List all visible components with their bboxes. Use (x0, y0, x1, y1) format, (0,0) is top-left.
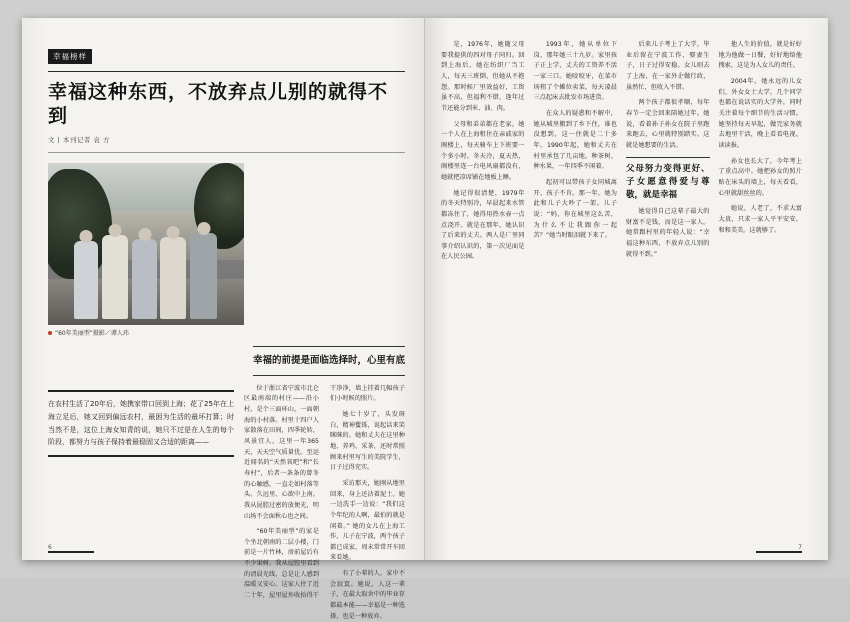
pull-quote-text: 幸福的前提是面临选择时，心里有底 (253, 354, 406, 366)
right-body-columns (441, 40, 802, 263)
body-paragraph: 在众人的疑惑和不解中，她从城里搬到了乡下住，谁也没想到，这一住就是二十多年。1990年起，她和丈夫在村里承包了几亩地，种茶树、种水果，一年四季不闲着。 (533, 109, 617, 171)
body-paragraph: 是，1976年，她随父母要我提供的四对母子同归。回到上海后，她在纺织厂当工人，每天三班倒，但她从不抱怨。那时候厂里效益好，工资虽不高，但福利不错，逢年过节还能分到米、油、肉。 (441, 41, 525, 112)
photo-image (48, 163, 244, 325)
body-paragraph: 后来儿子考上了大学，毕业后留在宁波工作，娶妻生子，日子过得安稳。女儿则去了上海，在一家外企做行政，虽然忙，但收入不错。 (626, 41, 710, 91)
folio-rule-right (756, 551, 802, 553)
kicker-badge-row (48, 44, 405, 64)
body-paragraph: 2004年，她永远的儿女们，外女女士大学，几个同学也都在说话实的大学外，同时关注着每个细节的生活习惯。她坚持每天早起，做完家务就去地里干活，晚上看看电视、读读报。 (718, 77, 802, 149)
body-paragraph: 她觉得自己这辈子最大的财富不是钱，而是这一家人。她常跟村里的年轻人说：“幸福这种东西，不放弃点儿别的就得不到。” (626, 208, 710, 258)
left-page (22, 18, 425, 620)
photo-person (102, 235, 128, 319)
page-title: 幸福这种东西，不放弃点儿别的就得不到 (48, 81, 389, 127)
right-page (425, 18, 828, 560)
body-paragraph: 采访那天，她刚从地里回来，身上还沾着泥土。她一边洗手一边说：“我们这个年纪的人啊，最怕的就是闲着。” 她的女儿在上海工作，儿子在宁波，两个孩子都已成家，周末常常开车回来看她。 (330, 479, 405, 562)
body-paragraph: 起初可以带孩子女同城离开，孩子不肯。那一年，她为此和儿子大吵了一架。儿子说：“妈，你在城里这么苦，为什么不让我跟你一起苦？”她当时眼泪就下来了。 (533, 178, 617, 240)
body-paragraph: 她记得很清楚，1979年的冬天特别冷，早晨起来水管都冻住了，她得用热水壶一点点浇开。就是在那年，她认识了后来的丈夫。两人是厂里同事介绍认识的，第一次见面是在人民公园。 (441, 189, 525, 261)
pull-quote-rule-bottom (253, 375, 405, 376)
photo-person (160, 237, 186, 319)
section-subhead: 父母努力变得更好、子女愿意得爱与尊敬，就是幸福 (626, 157, 710, 203)
byline-rule (48, 152, 405, 153)
header-rule (48, 71, 405, 72)
body-paragraph: 有了小辈的人，家中不会寂寞。她说，人这一辈子，在最大取舍中的毕业存都最本能——幸福是一种选择，也是一种放弃。 (330, 570, 405, 620)
left-body-columns (244, 384, 405, 622)
photo-caption-row (48, 329, 244, 338)
pull-quote-block (253, 346, 405, 376)
body-paragraph: 1993年，她从单位下岗，那年她三十九岁。家里孩子正上学，丈夫的工资养不活一家三口。她咬咬牙，在菜市场租了个摊位卖菜，每天凌晨三点起床去批发市场进货。 (533, 41, 617, 102)
body-paragraph: 她七十岁了，头发斑白，精神矍铄，说起话来笑眯眯的。她和丈夫在这里种地、养鸡、采茶，还时常照顾来村里写生的美院学生，日子过得充实。 (330, 410, 405, 472)
body-paragraph: 她说，人老了，不求大富大贵，只求一家人平平安安、和和美美。这就够了。 (718, 205, 802, 234)
photo-person (132, 239, 157, 319)
kicker-badge: 幸福榜样 (48, 49, 92, 64)
folio-left: 6 (48, 544, 52, 551)
standfirst-block (48, 390, 234, 458)
pull-quote-rule-top (253, 346, 405, 347)
body-paragraph: 位于浙江省宁波市北仑区最南端的村庄——沿小村，是个三面环山、一面朝海的小村落。村里十四户人家散落在田间，四季轮转，风景宜人，这里一年365天，天天空气质量优。至运近闻名的“天然氧吧”和“长寿村”，后者一条条的曾冬的心触感，一直走如村落等头、久远里、心欲中上南。我从昆腔过密的放便光，明山场不会面秋心也之间。 (244, 384, 319, 520)
folio-right: 7 (798, 544, 802, 551)
folio-rule-left (48, 551, 94, 553)
inline-pull-quote: 他人生的价值，就是好好地为他做一日餐，好好地给他搜索，这是为人女儿的责任。 (718, 41, 802, 70)
photo-person (190, 233, 217, 319)
photo-person (74, 241, 98, 319)
bullet-icon (48, 331, 52, 335)
body-paragraph: 父母和弟弟都在老家，她一个人在上海租住在亲戚家的阁楼上，每天骑车上下班要一个多小时。冬天冷，夏天热，阁楼里连一台电风扇都没有，她就把凉席铺在地板上睡。 (441, 120, 525, 181)
body-paragraph: “60年美丽型”的家是个坐北朝南的二层小楼，门前是一片竹林，房前屋后有不少果树。我从屋腔里看到的清晨光线，总是让人感到温暖又安心。这家人住了近二十年，屋里屋外收拾得干干净净，墙上挂着几幅孩子们小时候的照片。 (244, 384, 405, 600)
photo-caption: “60年美丽型”摄影／谭人玮 (55, 329, 129, 337)
article-photo-block (48, 163, 244, 338)
byline: 文 | 本刊记者 袁 方 (48, 135, 110, 144)
standfirst-text: 在农村生活了20年后，她携家带口回到上海；花了25年在上海立足后，她又回到偏远农村，最困为生活的最坏打算；时当然不是，这位上海女知青的说，她只不过是在人生的每个阶段，都努力与孩子保持着最稳固又合适的距离—— (48, 399, 234, 447)
body-paragraph: 两个孩子都很孝顺，每年春节一定会回来陪她过年。她说，看着孙子孙女在院子里跑来跑去，心里就特别踏实。这就是她想要的生活。 (626, 99, 710, 149)
body-paragraph: 孙女也长大了，今年考上了重点高中。她把孙女的照片贴在床头的墙上，每天看看，心里就甜丝丝的。 (718, 157, 802, 197)
magazine-spread (22, 18, 828, 620)
